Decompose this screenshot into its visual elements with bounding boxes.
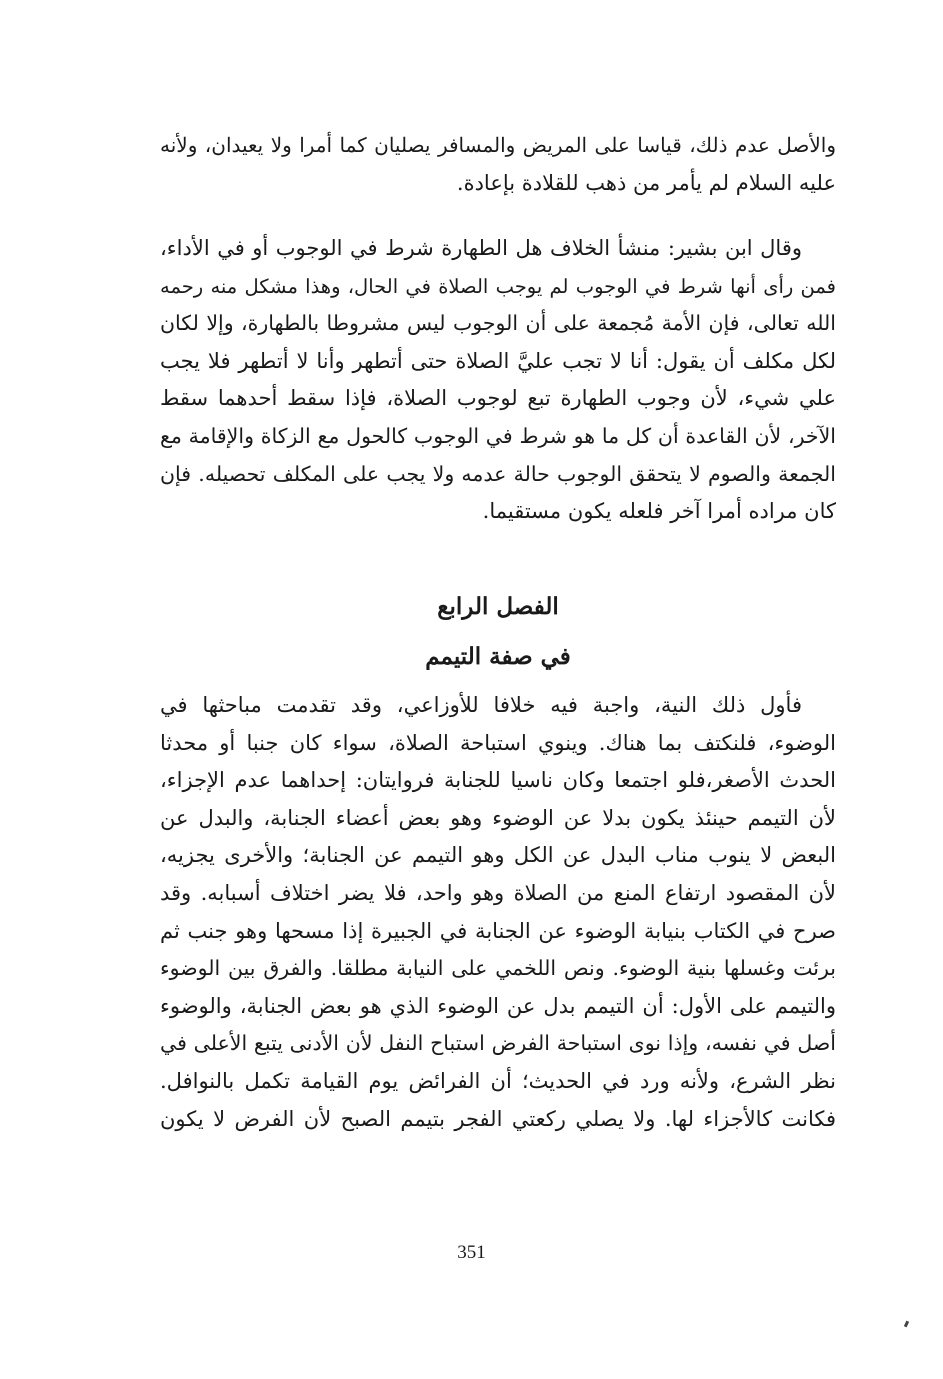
- text-line: الآخر، لأن القاعدة أن كل ما هو شرط في الوجوب كالحول مع الزكاة والإقامة مع: [160, 423, 836, 448]
- text-line: كان مراده أمرا آخر فلعله يكون مستقيما.: [482, 499, 836, 524]
- text-line: فأول ذلك النية، واجبة فيه خلافا للأوزاعي، وقد تقدمت مباحثها في: [160, 693, 802, 717]
- text-line: والأصل عدم ذلك، قياسا على المريض والمسافر يصليان كما أمرا ولا يعيدان، ولأنه: [160, 133, 836, 157]
- text-line: وقال ابن بشير: منشأ الخلاف هل الطهارة شرط في الوجوب أو في الأداء،: [160, 236, 802, 260]
- text-line: فمن رأى أنها شرط في الوجوب لم يوجب الصلاة في الحال، وهذا مشكل منه رحمه: [160, 274, 836, 298]
- text-line: عليه السلام لم يأمر من ذهب للقلادة بإعادة.: [456, 170, 836, 195]
- text-line: البعض لا ينوب مناب البدل عن الكل وهو التيمم عن الجنابة؛ والأخرى يجزيه،: [160, 843, 836, 868]
- text-line: صرح في الكتاب بنيابة الوضوء عن الجنابة في الجبيرة إذا مسحها وهو جنب ثم: [160, 918, 836, 943]
- text-line: الجمعة والصوم لا يتحقق الوجوب حالة عدمه ولا يجب على المكلف تحصيله. فإن: [160, 461, 836, 486]
- text-line: لأن التيمم حينئذ يكون بدلا عن الوضوء وهو بعض أعضاء الجنابة، والبدل عن: [160, 805, 836, 830]
- scan-speck: [904, 1321, 909, 1328]
- text-line: فكانت كالأجزاء لها. ولا يصلي ركعتي الفجر بتيمم الصبح لأن الفرض لا يكون: [160, 1106, 836, 1131]
- text-line: علي شيء، لأن وجوب الطهارة تبع لوجوب الصلاة، فإذا سقط أحدهما سقط: [160, 386, 836, 411]
- chapter-title: الفصل الرابع: [437, 593, 559, 620]
- chapter-subtitle: في صفة التيمم: [425, 643, 571, 670]
- page-number: 351: [457, 1242, 486, 1263]
- text-line: لأن المقصود ارتفاع المنع من الصلاة وهو واحد، فلا يضر اختلاف أسبابه. وقد: [160, 880, 836, 905]
- paragraph-2: [160, 230, 836, 531]
- text-line: أصل في نفسه، وإذا نوى استباحة الفرض استباح النفل لأن الأدنى يتبع الأعلى في: [160, 1031, 836, 1056]
- text-line: نظر الشرع، ولأنه ورد في الحديث؛ أن الفرائض يوم القيامة تكمل بالنوافل.: [160, 1068, 836, 1093]
- text-line: لكل مكلف أن يقول: أنا لا تجب عليَّ الصلاة حتى أتطهر وأنا لا أتطهر فلا يجب: [160, 348, 836, 373]
- text-line: الوضوء، فلنكتف بما هناك. وينوي استباحة الصلاة، سواء كان جنبا أو محدثا: [160, 730, 836, 755]
- text-line: والتيمم على الأول: أن التيمم بدل عن الوضوء الذي هو بعض الجنابة، والوضوء: [160, 993, 836, 1018]
- paragraph-1: [160, 127, 836, 202]
- text-line: الله تعالى، فإن الأمة مُجمعة على أن الوجوب ليس مشروطا بالطهارة، وإلا لكان: [160, 311, 836, 336]
- text-line: الحدث الأصغر،فلو اجتمعا وكان ناسيا للجنابة فروايتان: إحداهما عدم الإجزاء،: [160, 768, 836, 793]
- text-line: برئت وغسلها بنية الوضوء. ونص اللخمي على النيابة مطلقا. والفرق بين الوضوء: [160, 956, 836, 981]
- paragraph-3: [160, 687, 836, 1138]
